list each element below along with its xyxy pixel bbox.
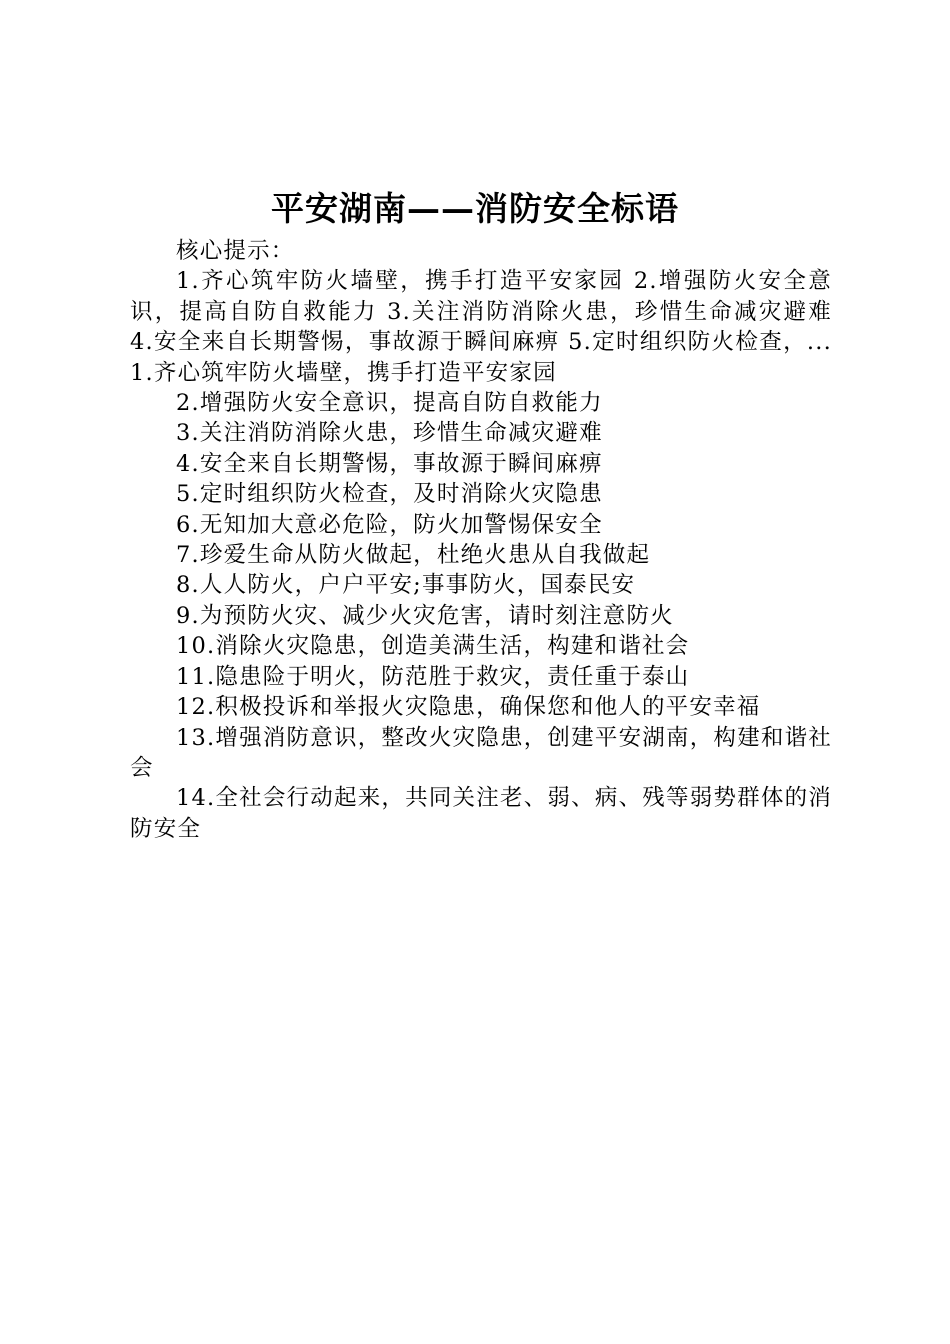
document-body [130, 236, 832, 844]
paragraph-slogan-12: 12.积极投诉和举报火灾隐患，确保您和他人的平安幸福 [176, 694, 761, 721]
paragraph-slogan-9: 9.为预防火灾、减少火灾危害，请时刻注意防火 [176, 602, 674, 629]
paragraph-slogan-6: 6.无知加大意必危险，防火加警惕保安全 [176, 511, 603, 538]
paragraph-slogan-13: 13.增强消防意识，整改火灾隐患，创建平安湖南，构建和谐社会 [130, 724, 832, 781]
paragraph-core-hint: 核心提示： [176, 238, 295, 264]
paragraph-slogan-11: 11.隐患险于明火，防范胜于救灾，责任重于泰山 [176, 663, 690, 690]
paragraph-slogan-2: 2.增强防火安全意识，提高自防自救能力 [176, 390, 603, 417]
paragraph-slogan-8: 8.人人防火，户户平安;事事防火，国泰民安 [176, 572, 636, 599]
document-title: 平安湖南——消防安全标语 [271, 189, 679, 228]
paragraph-summary: 1.齐心筑牢防火墙壁，携手打造平安家园 2.增强防火安全意识，提高自防自救能力 3.关注消防消除火患，珍惜生命减灾避难 4.安全来自长期警惕，事故源于瞬间麻痹 5.定时组织防火检查，...1.齐心筑牢防火墙壁，携手打造平安家园 [130, 268, 832, 386]
paragraph-slogan-14: 14.全社会行动起来，共同关注老、弱、病、残等弱势群体的消防安全 [130, 785, 832, 842]
paragraph-slogan-7: 7.珍爱生命从防火做起，杜绝火患从自我做起 [176, 542, 651, 569]
paragraph-slogan-4: 4.安全来自长期警惕，事故源于瞬间麻痹 [176, 450, 603, 477]
paragraph-slogan-10: 10.消除火灾隐患，创造美满生活，构建和谐社会 [176, 633, 690, 660]
paragraph-slogan-3: 3.关注消防消除火患，珍惜生命减灾避难 [176, 420, 603, 447]
paragraph-slogan-5: 5.定时组织防火检查，及时消除火灾隐患 [176, 481, 603, 508]
